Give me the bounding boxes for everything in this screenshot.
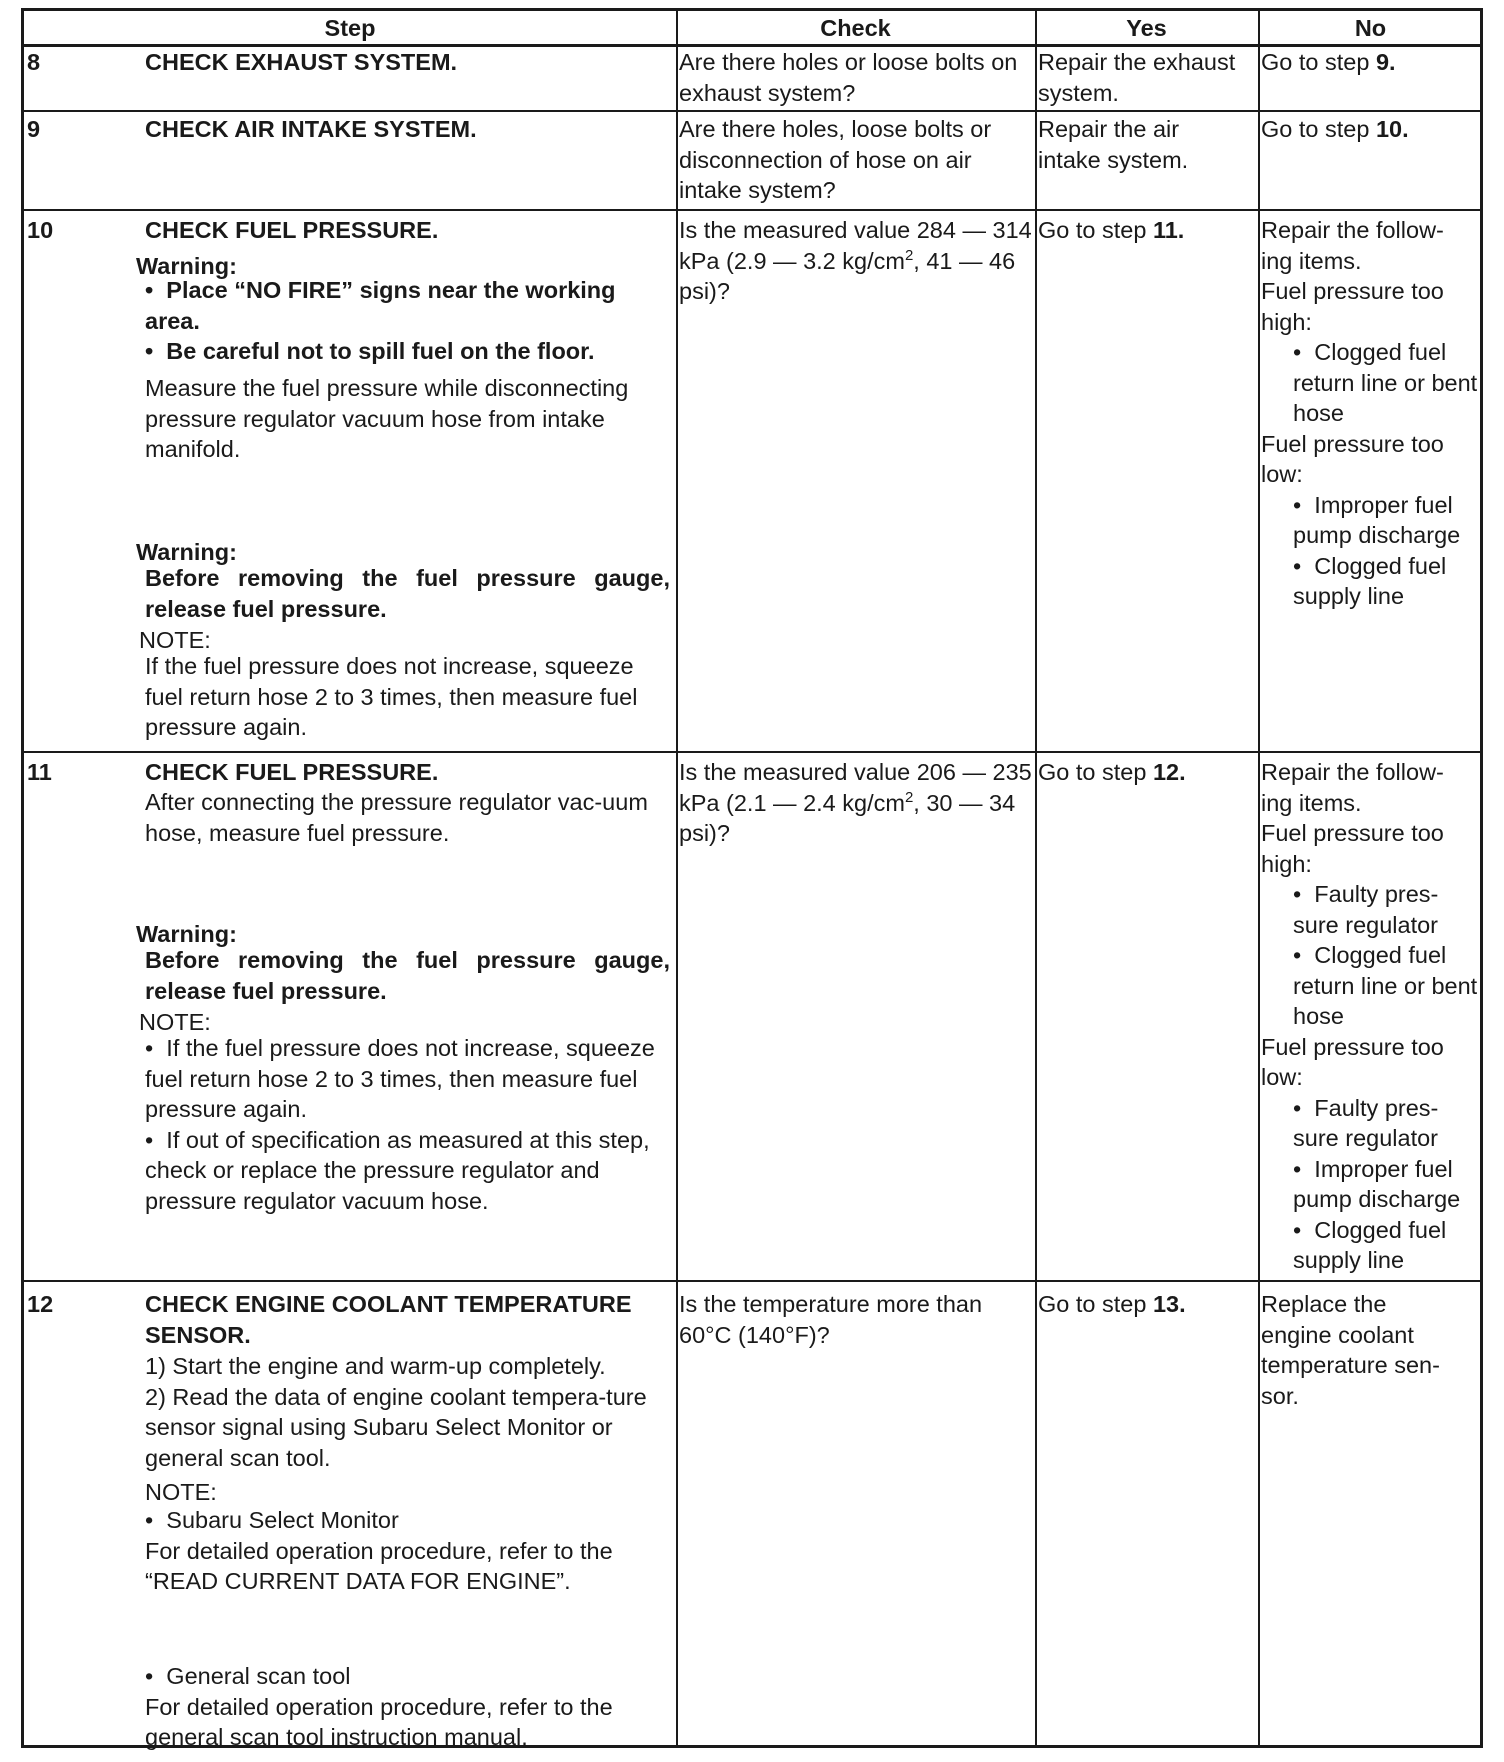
yes-action-text: Go to step [1038, 1291, 1153, 1317]
yes-action: Repair the exhaust system. [1038, 49, 1236, 106]
check-text: , 41 — 46 psi)? [679, 247, 1016, 304]
yes-action: Repair the air intake system. [1038, 116, 1189, 173]
procedure-step: 2) Read the data of engine coolant tempera-ture sensor signal using Subaru Select Monitor or general scan tool. [145, 1383, 647, 1471]
no-action [1261, 215, 1483, 612]
tool-name: • Subaru Select Monitor [145, 1505, 675, 1536]
no-action [1261, 47, 1481, 78]
step-number: 12 [27, 1291, 54, 1317]
header-check: Check [820, 15, 891, 41]
header-no: No [1354, 15, 1387, 41]
step-title: CHECK ENGINE COOLANT TEMPERATURE SENSOR. [145, 1291, 632, 1348]
step-number: 8 [27, 49, 41, 75]
step-description: After connecting the pressure regulator vac-uum hose, measure fuel pressure. [145, 789, 648, 846]
condition-high: Fuel pressure too high: [1261, 278, 1444, 335]
yes-action-text: Go to step [1038, 759, 1153, 785]
row-divider [24, 209, 1480, 211]
no-action: Replace the engine coolant temperature sen-sor. [1261, 1291, 1440, 1409]
yes-action [1038, 215, 1257, 246]
step-title: CHECK AIR INTAKE SYSTEM. [145, 116, 477, 142]
cause-item: • Clogged fuel supply line [1261, 551, 1483, 612]
superscript: 2 [904, 246, 914, 264]
check-text: Is the measured value 284 — 314 kPa (2.9 — 3.2 kg/cm [679, 217, 1032, 274]
no-intro: Repair the follow-ing items. [1261, 217, 1444, 274]
cause-item: • Improper fuel pump discharge [1261, 490, 1483, 551]
cause-item: • Faulty pres-sure regulator [1261, 879, 1483, 940]
note-item: • If the fuel pressure does not increase, squeeze fuel return hose 2 to 3 times, then measure fuel pressure again. [145, 1033, 675, 1125]
step-number: 9 [27, 116, 41, 142]
column-divider [1258, 11, 1260, 1745]
step-number: 10 [27, 217, 54, 243]
check-question: Are there holes, loose bolts or disconnection of hose on air intake system? [679, 116, 992, 203]
step-description: Measure the fuel pressure while disconnecting pressure regulator vacuum hose from intake manifold. [145, 375, 629, 462]
column-divider [676, 11, 678, 1745]
no-intro: Repair the follow-ing items. [1261, 759, 1444, 816]
no-action-text: Go to step [1261, 49, 1376, 75]
warning-item: • Place “NO FIRE” signs near the working area. [145, 275, 675, 336]
check-question [679, 215, 1033, 307]
cause-item: • Faulty pres-sure regulator [1261, 1093, 1483, 1154]
step-reference: 12. [1152, 759, 1186, 785]
column-divider [1035, 11, 1037, 1745]
no-action-text: Go to step [1261, 116, 1376, 142]
check-text: , 30 — 34 psi)? [679, 789, 1016, 846]
yes-action [1038, 757, 1257, 788]
check-question: Is the temperature more than 60°C (140°F)? [679, 1291, 983, 1348]
warning-text: Before removing the fuel pressure gauge, release fuel pressure. [145, 565, 670, 622]
tool-item [145, 1505, 675, 1597]
cause-item: • Clogged fuel supply line [1261, 1215, 1483, 1276]
check-text: Is the measured value 206 — 235 kPa (2.1 — 2.4 kg/cm [679, 759, 1032, 816]
procedure-step: 1) Start the engine and warm-up completely. [145, 1353, 606, 1379]
step-number: 11 [27, 759, 52, 785]
yes-action [1038, 1289, 1257, 1320]
warning-label: Warning: [136, 921, 237, 947]
note-label: NOTE: [139, 1009, 211, 1035]
row-divider [24, 110, 1480, 112]
tool-description: For detailed operation procedure, refer to the “READ CURRENT DATA FOR ENGINE”. [145, 1537, 613, 1594]
note-label: NOTE: [145, 1479, 217, 1505]
header-step: Step [324, 15, 376, 41]
check-question: Are there holes or loose bolts on exhaust system? [679, 49, 1018, 106]
step-title: CHECK EXHAUST SYSTEM. [145, 49, 458, 75]
step-title: CHECK FUEL PRESSURE. [145, 759, 439, 785]
note-text: If the fuel pressure does not increase, squeeze fuel return hose 2 to 3 times, then measure fuel pressure again. [145, 653, 638, 740]
row-divider [24, 751, 1480, 753]
note-label: NOTE: [139, 627, 211, 653]
warning-item: • Be careful not to spill fuel on the floor. [145, 336, 675, 367]
step-reference: 13. [1152, 1291, 1186, 1317]
step-reference: 10. [1375, 116, 1409, 142]
warning-text: Before removing the fuel pressure gauge, release fuel pressure. [145, 947, 670, 1004]
yes-action-text: Go to step [1038, 217, 1153, 243]
tool-name: • General scan tool [145, 1661, 675, 1692]
no-action [1261, 114, 1481, 145]
step-reference: 11. [1152, 217, 1185, 243]
note-list [145, 1033, 675, 1216]
header-yes: Yes [1126, 15, 1167, 41]
row-divider [24, 1280, 1480, 1282]
superscript: 2 [904, 788, 914, 806]
condition-high: Fuel pressure too high: [1261, 820, 1444, 877]
procedure-steps [145, 1351, 675, 1473]
step-title: CHECK FUEL PRESSURE. [145, 217, 439, 243]
condition-low: Fuel pressure too low: [1261, 1033, 1444, 1090]
cause-item: • Clogged fuel return line or bent hose [1261, 940, 1483, 1032]
warning-label: Warning: [136, 539, 237, 565]
tool-description: For detailed operation procedure, refer to the general scan tool instruction manual. [145, 1693, 613, 1750]
step-reference: 9. [1375, 49, 1396, 75]
check-question [679, 757, 1033, 849]
warning-list [145, 275, 675, 367]
tool-item [145, 1661, 675, 1753]
note-item: • If out of specification as measured at this step, check or replace the pressure regulator and pressure regulator vacuum hose. [145, 1125, 675, 1217]
cause-item: • Improper fuel pump discharge [1261, 1154, 1483, 1215]
diagnostic-table [21, 8, 1483, 1748]
cause-item: • Clogged fuel return line or bent hose [1261, 337, 1483, 429]
no-action [1261, 757, 1483, 1276]
warning-label: Warning: [136, 253, 237, 279]
condition-low: Fuel pressure too low: [1261, 430, 1444, 487]
